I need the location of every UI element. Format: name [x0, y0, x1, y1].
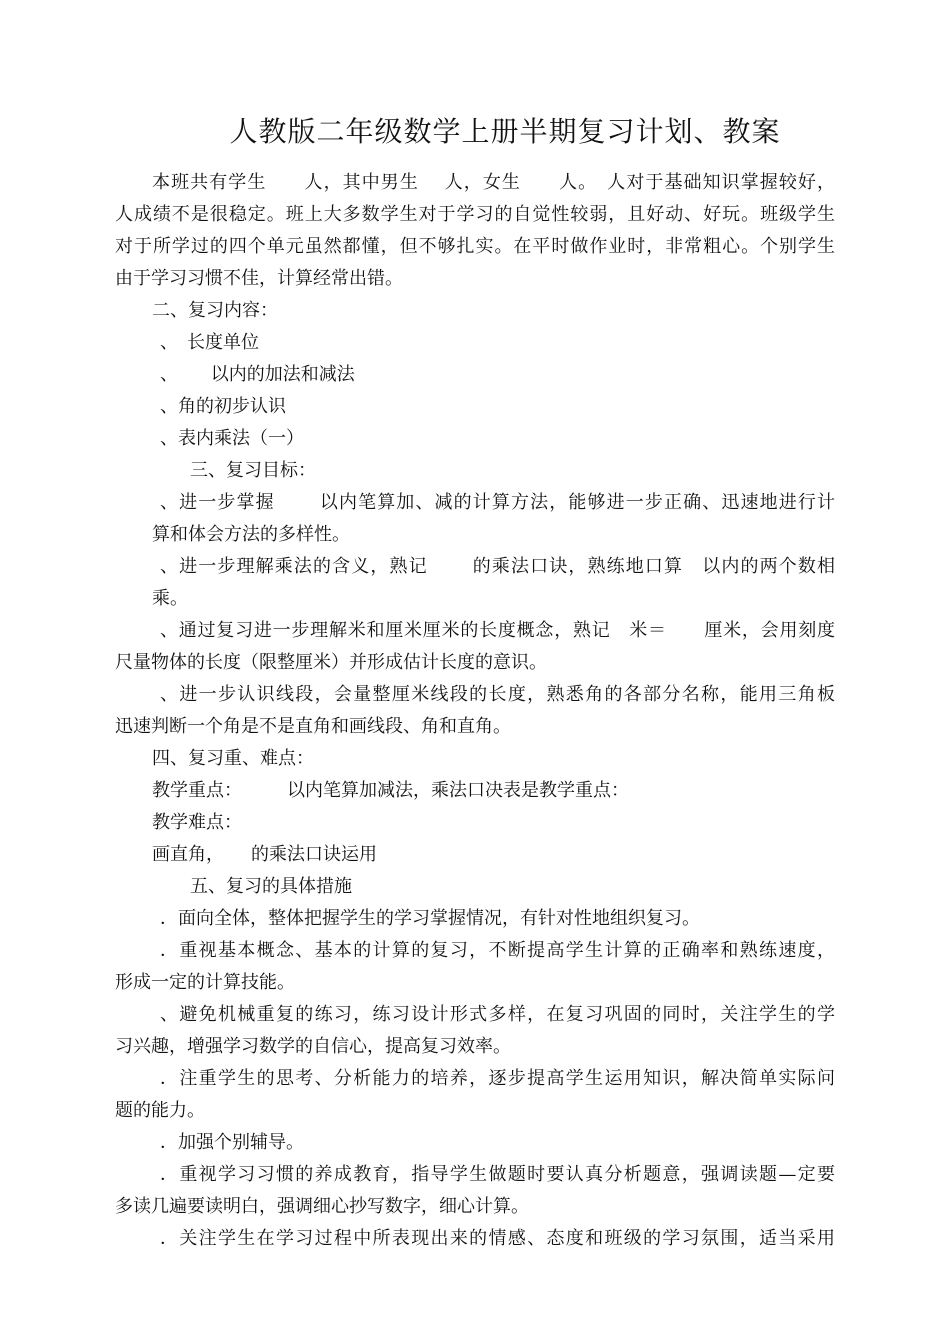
list-item: ．重视基本概念、基本的计算的复习，不断提高学生计算的正确率和熟练速度，	[160, 940, 835, 961]
paragraph-line: 人成绩不是很稳定。班上大多数学生对于学习的自觉性较弱，且好动、好玩。班级学生	[115, 204, 835, 225]
list-item: ．重视学习习惯的养成教育，指导学生做题时要认真分析题意，强调读题—定要	[160, 1164, 835, 1185]
paragraph-line: 画直角， 的乘法口诀运用	[152, 844, 377, 865]
paragraph-line: 算和体会方法的多样性。	[152, 524, 350, 545]
list-item: 、角的初步认识	[160, 396, 286, 417]
paragraph-line: 迅速判断一个角是不是直角和画线段、角和直角。	[115, 716, 511, 737]
paragraph-line: 、通过复习进一步理解米和厘米厘米的长度概念，熟记 米＝ 厘米，会用刻度	[160, 620, 835, 641]
paragraph-line: 形成一定的计算技能。	[115, 972, 295, 993]
paragraph-line: 、进一步掌握 以内笔算加、减的计算方法，能够进一步正确、迅速地进行计	[160, 492, 835, 513]
section-heading: 四、复习重、难点：	[152, 748, 314, 769]
list-item: ．注重学生的思考、分析能力的培养，逐步提高学生运用知识，解决简单实际问	[160, 1068, 835, 1089]
section-heading: 三、复习目标：	[190, 460, 316, 481]
section-heading: 二、复习内容：	[152, 300, 278, 321]
paragraph-line: 教学难点：	[152, 812, 242, 833]
paragraph-line: 乘。	[152, 588, 188, 609]
list-item: 、 长度单位	[160, 332, 259, 353]
list-item: ．面向全体，整体把握学生的学习掌握情况，有针对性地组织复习。	[160, 908, 700, 929]
paragraph-line: 、进一步认识线段，会量整厘米线段的长度，熟悉角的各部分名称，能用三角板	[160, 684, 835, 705]
list-item: ．关注学生在学习过程中所表现出来的情感、态度和班级的学习氛围，适当采用	[160, 1228, 835, 1249]
section-heading: 五、复习的具体措施	[190, 876, 352, 897]
paragraph-line: 教学重点： 以内笔算加减法，乘法口决表是教学重点：	[152, 780, 629, 801]
paragraph-line: 、进一步理解乘法的含义，熟记 的乘法口诀，熟练地口算 以内的两个数相	[160, 556, 835, 577]
paragraph-line: 尺量物体的长度（限整厘米）并形成估计长度的意识。	[115, 652, 547, 673]
paragraph-line: 由于学习习惯不佳，计算经常出错。	[115, 268, 403, 289]
list-item: ．加强个别辅导。	[160, 1132, 304, 1153]
paragraph-line: 多读几遍要读明白，强调细心抄写数字，细心计算。	[115, 1196, 529, 1217]
paragraph-line: 题的能力。	[115, 1100, 205, 1121]
list-item: 、 以内的加法和减法	[160, 364, 355, 385]
paragraph-line: 对于所学过的四个单元虽然都懂，但不够扎实。在平时做作业时，非常粗心。个别学生	[115, 236, 835, 257]
document-title: 人教版二年级数学上册半期复习计划、教案	[229, 115, 781, 148]
list-item: 、避免机械重复的练习，练习设计形式多样，在复习巩固的同时，关注学生的学	[160, 1004, 835, 1025]
paragraph-line: 本班共有学生 人，其中男生 人，女生 人。 人对于基础知识掌握较好，	[152, 172, 835, 193]
list-item: 、表内乘法（一）	[160, 428, 304, 449]
paragraph-line: 习兴趣，增强学习数学的自信心，提高复习效率。	[115, 1036, 511, 1057]
